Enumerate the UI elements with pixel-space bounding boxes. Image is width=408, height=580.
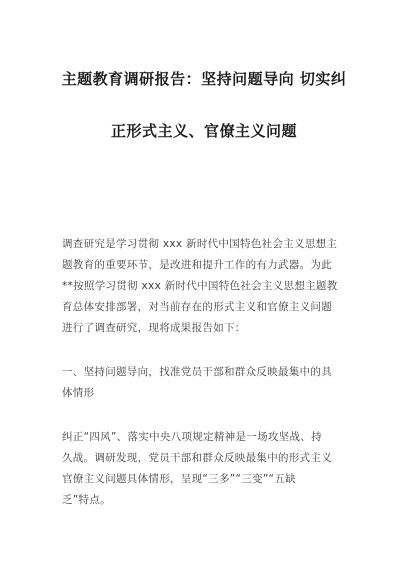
intro-paragraph: [62, 234, 354, 339]
section-heading-paragraph: [62, 362, 354, 404]
paragraph-line: 进行了调查研究，现将成果报告如下：: [62, 322, 246, 334]
body-paragraph: [62, 427, 354, 511]
paragraph-line: 题教育的重要环节，是改进和提升工作的有力武器。为此: [62, 259, 332, 271]
paragraph-line: 乏”特点。: [62, 494, 111, 506]
paragraph-line: **按照学习贯彻 xxx 新时代中国特色社会主义思想主题教: [62, 280, 338, 292]
paragraph-line: 体情形: [62, 387, 95, 399]
document-title-line-1: 主题教育调研报告：坚持问题导向 切实纠: [61, 70, 347, 88]
paragraph-line: 调查研究是学习贯彻 xxx 新时代中国特色社会主义思想主: [62, 238, 338, 250]
paragraph-line: 育总体安排部署，对当前存在的形式主义和官僚主义问题: [62, 301, 332, 313]
paragraph-line: 官僚主义问题具体情形，呈现“三多”“三变”“五缺: [62, 473, 296, 485]
paragraph-line: 纠正“四风”、落实中央八项规定精神是一场攻坚战、持: [62, 431, 322, 443]
paragraph-line: 一、坚持问题导向，找准党员干部和群众反映最集中的具: [62, 366, 332, 378]
paragraph-line: 久战。调研发现，党员干部和群众反映最集中的形式主义: [62, 452, 332, 464]
document-title-line-2: 正形式主义、官僚主义问题: [110, 122, 297, 140]
